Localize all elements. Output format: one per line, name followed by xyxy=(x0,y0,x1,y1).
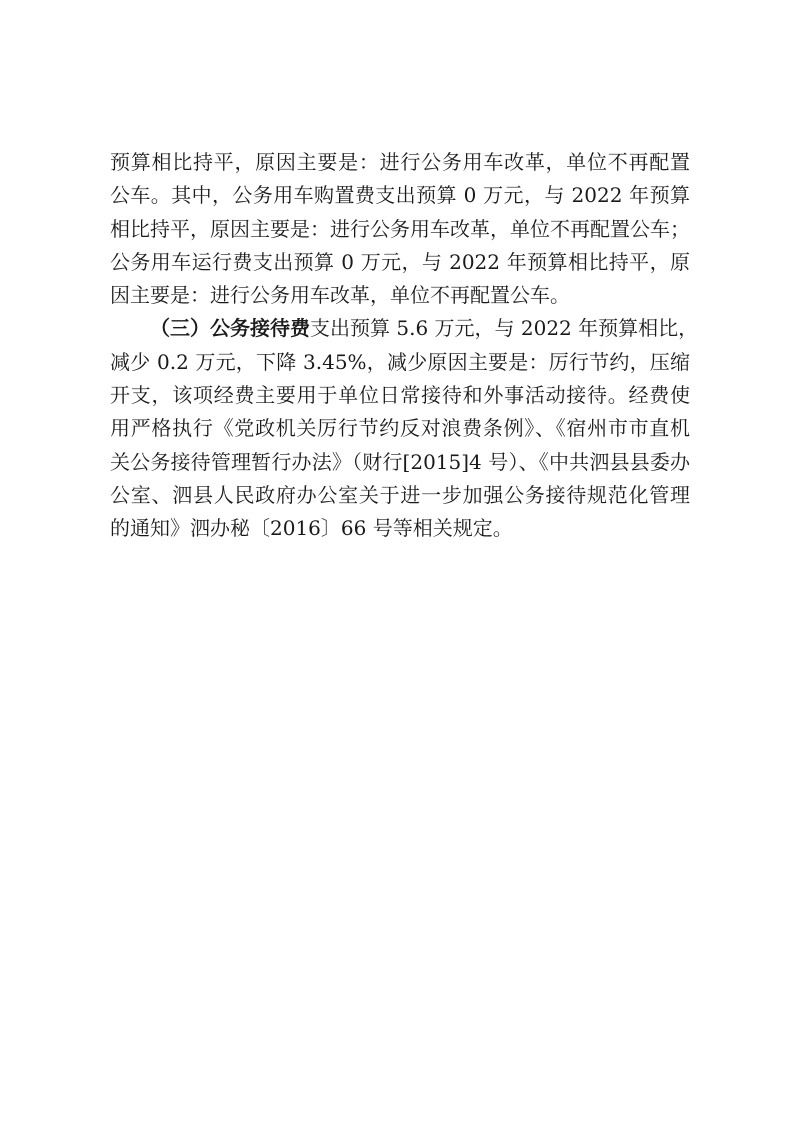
paragraph-2-line-4: 用严格执行《党政机关厉行节约反对浪费条例》、《宿州市市直机 xyxy=(110,416,690,441)
paragraph-2-line-7: 的通知》泗办秘〔2016〕66 号等相关规定。 xyxy=(110,516,513,541)
paragraph-2-line-5: 关公务接待管理暂行办法》（财行[2015]4 号）、《中共泗县县委办 xyxy=(110,449,690,474)
paragraph-2-line-3: 开支，该项经费主要用于单位日常接待和外事活动接待。经费使 xyxy=(110,383,690,408)
paragraph-1-line-3: 相比持平，原因主要是：进行公务用车改革，单位不再配置公车； xyxy=(110,216,690,241)
paragraph-1-line-1: 预算相比持平，原因主要是：进行公务用车改革，单位不再配置 xyxy=(110,150,690,174)
body-text xyxy=(110,146,699,546)
paragraph-2-line-1 xyxy=(110,312,699,345)
paragraph-1-line-5: 因主要是：进行公务用车改革，单位不再配置公车。 xyxy=(110,283,570,308)
paragraph-1-line-4: 公务用车运行费支出预算 0 万元，与 2022 年预算相比持平，原 xyxy=(110,249,690,274)
paragraph-2-line-2: 减少 0.2 万元，下降 3.45%，减少原因主要是：厉行节约，压缩 xyxy=(110,349,690,374)
paragraph-2-line-1-text: 支出预算 5.6 万元，与 2022 年预算相比， xyxy=(310,316,699,341)
paragraph-1-line-2: 公车。其中，公务用车购置费支出预算 0 万元，与 2022 年预算 xyxy=(110,183,690,208)
section-heading: （三）公务接待费 xyxy=(150,316,310,341)
paragraph-2-line-6: 公室、泗县人民政府办公室关于进一步加强公务接待规范化管理 xyxy=(110,482,690,507)
